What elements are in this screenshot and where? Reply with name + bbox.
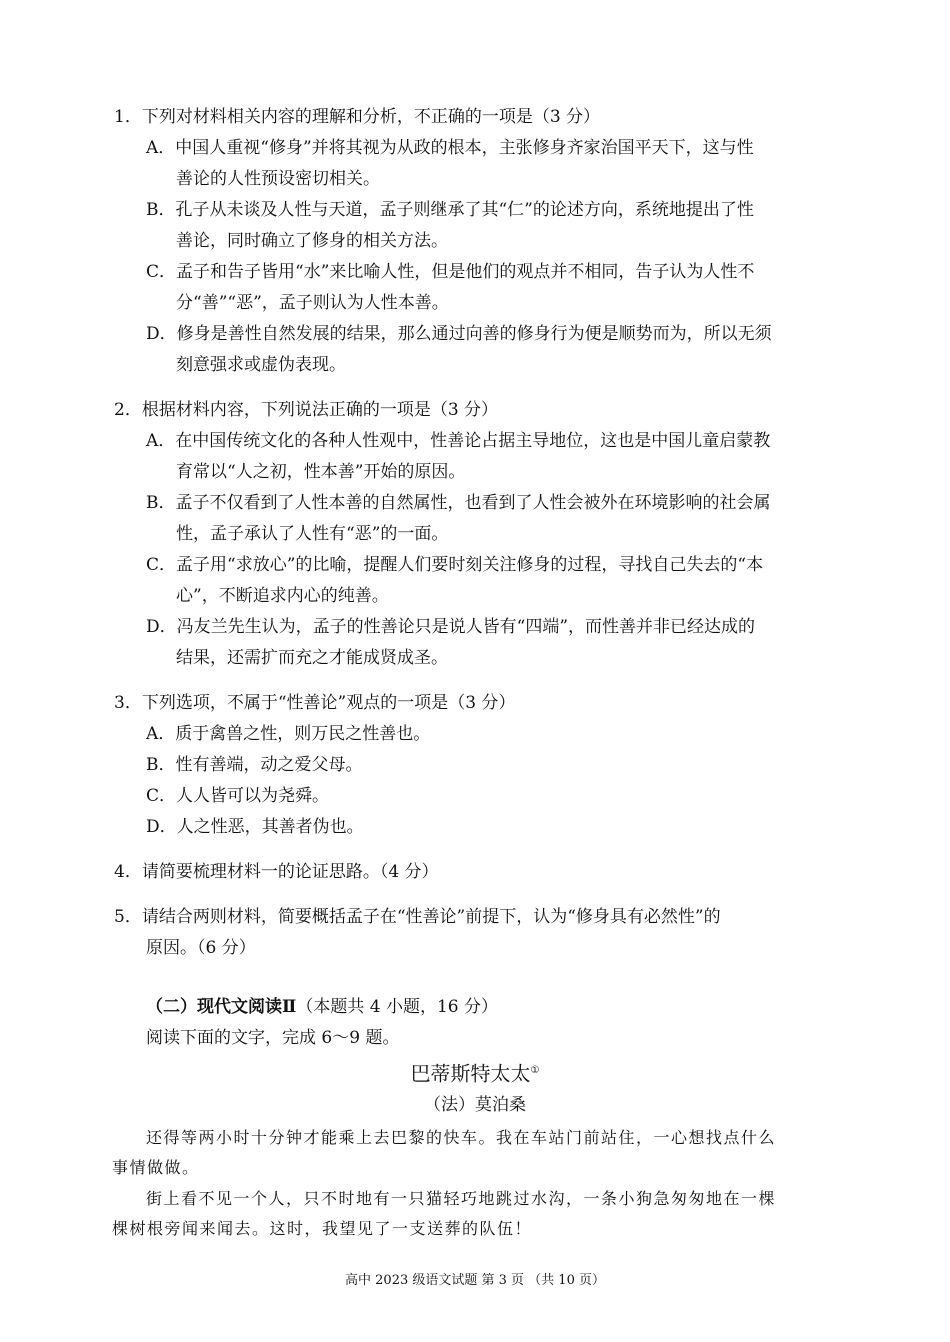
article-author: （法）莫泊桑 bbox=[424, 1095, 526, 1115]
question-1-option-a-cont: 善论的人性预设密切相关。 bbox=[176, 169, 380, 189]
question-2-option-d: D．冯友兰先生认为，孟子的性善论只是说人皆有“四端”，而性善并非已经达成的 bbox=[146, 617, 756, 637]
question-2-option-b: B．孟子不仅看到了人性本善的自然属性，也看到了人性会被外在环境影响的社会属 bbox=[146, 493, 771, 513]
article-paragraph-2-line-2: 棵树根旁闻来闻去。这时，我望见了一支送葬的队伍！ bbox=[112, 1219, 533, 1238]
article-title-footnote-mark: ① bbox=[530, 1065, 540, 1076]
article-paragraph-1-line-1: 还得等两小时十分钟才能乘上去巴黎的快车。我在车站门前站住，一心想找点什么 bbox=[146, 1128, 777, 1147]
question-1-stem: 1．下列对材料相关内容的理解和分析，不正确的一项是（3 分） bbox=[114, 107, 601, 127]
question-2-option-a-cont: 育常以“人之初，性本善”开始的原因。 bbox=[176, 462, 466, 482]
question-3-option-c: C．人人皆可以为尧舜。 bbox=[146, 786, 330, 806]
question-3-option-d: D．人之性恶，其善者伪也。 bbox=[146, 817, 364, 837]
question-2-option-b-cont: 性，孟子承认了人性有“恶”的一面。 bbox=[176, 524, 449, 544]
question-3-option-a: A．质于禽兽之性，则万民之性善也。 bbox=[146, 724, 431, 744]
question-2-option-a: A．在中国传统文化的各种人性观中，性善论占据主导地位，这也是中国儿童启蒙教 bbox=[146, 431, 771, 451]
question-1-option-b-cont: 善论，同时确立了修身的相关方法。 bbox=[176, 231, 448, 251]
question-1-option-d-cont: 刻意强求或虚伪表现。 bbox=[176, 355, 346, 375]
question-2-option-d-cont: 结果，还需扩而充之才能成贤成圣。 bbox=[176, 648, 448, 668]
article-title-text: 巴蒂斯特太太 bbox=[410, 1061, 531, 1086]
question-2-option-c-cont: 心”，不断追求内心的纯善。 bbox=[176, 586, 389, 606]
question-3-option-b: B．性有善端，动之爱父母。 bbox=[146, 755, 363, 775]
question-1-option-a: A．中国人重视“修身”并将其视为从政的根本，主张修身齐家治国平天下，这与性 bbox=[146, 138, 754, 158]
section-heading bbox=[146, 996, 498, 1018]
question-2-stem: 2．根据材料内容，下列说法正确的一项是（3 分） bbox=[114, 400, 499, 420]
question-4-stem: 4．请简要梳理材料一的论证思路。（4 分） bbox=[114, 862, 439, 882]
page-footer: 高中 2023 级语文试题 第 3 页 （共 10 页） bbox=[345, 1273, 605, 1288]
question-5-stem: 5．请结合两则材料，简要概括孟子在“性善论”前提下，认为“修身具有必然性”的 bbox=[114, 907, 721, 927]
section-instruction: 阅读下面的文字，完成 6～9 题。 bbox=[146, 1028, 400, 1048]
question-1-option-b: B．孔子从未谈及人性与天道，孟子则继承了其“仁”的论述方向，系统地提出了性 bbox=[146, 200, 754, 220]
question-1-option-c: C．孟子和告子皆用“水”来比喻人性，但是他们的观点并不相同，告子认为人性不 bbox=[146, 262, 755, 282]
question-1-option-d: D．修身是善性自然发展的结果，那么通过向善的修身行为便是顺势而为，所以无须 bbox=[146, 324, 772, 344]
question-2-option-c: C．孟子用“求放心”的比喻，提醒人们要时刻关注修身的过程，寻找自己失去的“本 bbox=[146, 555, 764, 575]
article-title bbox=[0, 1060, 950, 1085]
question-1-option-c-cont: 分“善”“恶”，孟子则认为人性本善。 bbox=[176, 293, 449, 313]
question-3-stem: 3．下列选项，不属于“性善论”观点的一项是（3 分） bbox=[114, 693, 516, 713]
section-heading-note: （本题共 4 小题，16 分） bbox=[296, 997, 498, 1017]
section-heading-title: （二）现代文阅读Ⅱ bbox=[146, 997, 297, 1017]
article-paragraph-2-line-1: 街上看不见一个人，只不时地有一只猫轻巧地跳过水沟，一条小狗急匆匆地在一棵 bbox=[146, 1189, 777, 1208]
article-paragraph-1-line-2: 事情做做。 bbox=[112, 1158, 200, 1177]
question-5-stem-cont: 原因。（6 分） bbox=[146, 938, 256, 958]
